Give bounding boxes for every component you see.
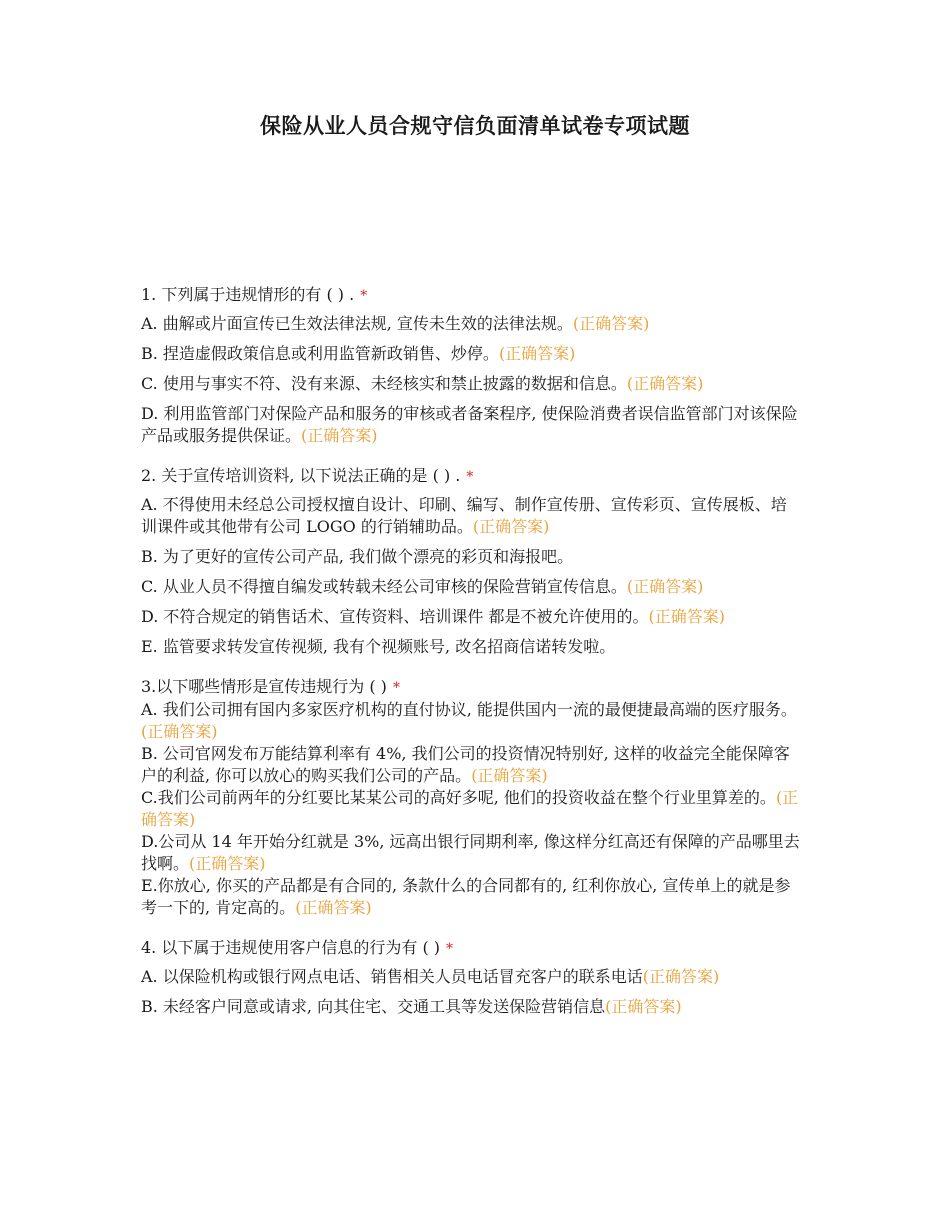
option-item[interactable] xyxy=(141,343,801,365)
correct-answer-label: (正确答案) xyxy=(626,374,704,393)
option-text: E.你放心, 你买的产品都是有合同的, 条款什么的合同都有的, 红利你放心, 宣传单上的就是参考一下的, 肯定高的。 xyxy=(141,876,791,917)
option-text: D. 不符合规定的销售话术、宣传资料、培训课件 都是不被允许使用的。 xyxy=(141,607,649,626)
option-item[interactable] xyxy=(141,636,801,658)
correct-answer-label: (正确答案) xyxy=(301,426,378,445)
option-item[interactable] xyxy=(141,546,801,568)
question-4 xyxy=(141,937,801,1018)
option-text: C. 使用与事实不符、没有来源、未经核实和禁止披露的数据和信息。 xyxy=(141,374,627,393)
option-item[interactable] xyxy=(141,875,801,919)
option-item[interactable] xyxy=(141,494,801,538)
correct-answer-label: (正确答案) xyxy=(189,854,266,873)
correct-answer-label: (正确答案) xyxy=(295,898,372,917)
question-stem xyxy=(141,676,801,699)
correct-answer-label: (正确答案) xyxy=(141,722,218,741)
question-list xyxy=(141,284,801,1036)
correct-answer-label: (正确答案) xyxy=(572,314,650,333)
option-item[interactable] xyxy=(141,966,801,988)
required-mark: * xyxy=(446,941,454,957)
option-text: A. 我们公司拥有国内多家医疗机构的直付协议, 能提供国内一流的最便捷最高端的医疗服务。 xyxy=(141,700,797,719)
required-mark: * xyxy=(466,469,474,485)
option-text: D.公司从 14 年开始分红就是 3%, 远高出银行同期利率, 像这样分红高还有保障的产品哪里去找啊。 xyxy=(141,832,800,873)
question-stem xyxy=(141,284,801,307)
option-item[interactable] xyxy=(141,373,801,395)
question-stem-text: 4. 以下属于违规使用客户信息的行为有 ( ) xyxy=(141,938,441,957)
option-item[interactable] xyxy=(141,996,801,1018)
option-text: C. 从业人员不得擅自编发或转载未经公司审核的保险营销宣传信息。 xyxy=(141,577,627,596)
question-stem-text: 3.以下哪些情形是宣传违规行为 ( ) xyxy=(141,677,387,696)
question-1 xyxy=(141,284,801,447)
option-text: C.我们公司前两年的分红要比某某公司的高好多呢, 他们的投资收益在整个行业里算差的。 xyxy=(141,788,776,807)
correct-answer-label: (正确答案) xyxy=(141,788,799,829)
option-text: E. 监管要求转发宣传视频, 我有个视频账号, 改名招商信诺转发啦。 xyxy=(141,637,616,656)
option-text: B. 捏造虚假政策信息或利用监管新政销售、炒停。 xyxy=(141,344,499,363)
option-text: B. 为了更好的宣传公司产品, 我们做个漂亮的彩页和海报吧。 xyxy=(141,547,574,566)
required-mark: * xyxy=(360,288,368,304)
option-text: A. 曲解或片面宣传已生效法律法规, 宣传未生效的法律法规。 xyxy=(141,314,573,333)
correct-answer-label: (正确答案) xyxy=(472,517,550,536)
required-mark: * xyxy=(392,680,400,696)
option-item[interactable] xyxy=(141,576,801,598)
correct-answer-label: (正确答案) xyxy=(471,766,548,785)
correct-answer-label: (正确答案) xyxy=(605,997,682,1016)
option-item[interactable] xyxy=(141,403,801,447)
option-text: A. 不得使用未经总公司授权擅自设计、印刷、编写、制作宣传册、宣传彩页、宣传展板、培训课件或其他带有公司 LOGO 的行销辅助品。 xyxy=(141,495,787,536)
page-title: 保险从业人员合规守信负面清单试卷专项试题 xyxy=(260,113,690,138)
correct-answer-label: (正确答案) xyxy=(498,344,576,363)
option-text: B. 公司官网发布万能结算利率有 4%, 我们公司的投资情况特别好, 这样的收益完全能保障客户的利益, 你可以放心的购买我们公司的产品。 xyxy=(141,744,790,785)
question-3 xyxy=(141,676,801,919)
option-item[interactable] xyxy=(141,699,801,743)
option-item[interactable] xyxy=(141,831,801,875)
question-stem xyxy=(141,465,801,488)
option-text: B. 未经客户同意或请求, 向其住宅、交通工具等发送保险营销信息 xyxy=(141,997,606,1016)
question-stem-text: 2. 关于宣传培训资料, 以下说法正确的是 ( ) . xyxy=(141,466,461,485)
correct-answer-label: (正确答案) xyxy=(642,967,720,986)
option-item[interactable] xyxy=(141,743,801,787)
option-text: A. 以保险机构或银行网点电话、销售相关人员电话冒充客户的联系电话 xyxy=(141,967,643,986)
option-item[interactable] xyxy=(141,313,801,335)
correct-answer-label: (正确答案) xyxy=(626,577,704,596)
correct-answer-label: (正确答案) xyxy=(648,607,726,626)
option-item[interactable] xyxy=(141,787,801,831)
option-text: D. 利用监管部门对保险产品和服务的审核或者备案程序, 使保险消费者误信监管部门对该保险产品或服务提供保证。 xyxy=(141,404,798,445)
question-stem-text: 1. 下列属于违规情形的有 ( ) . xyxy=(141,285,355,304)
question-stem xyxy=(141,937,801,960)
option-item[interactable] xyxy=(141,606,801,628)
question-2 xyxy=(141,465,801,658)
